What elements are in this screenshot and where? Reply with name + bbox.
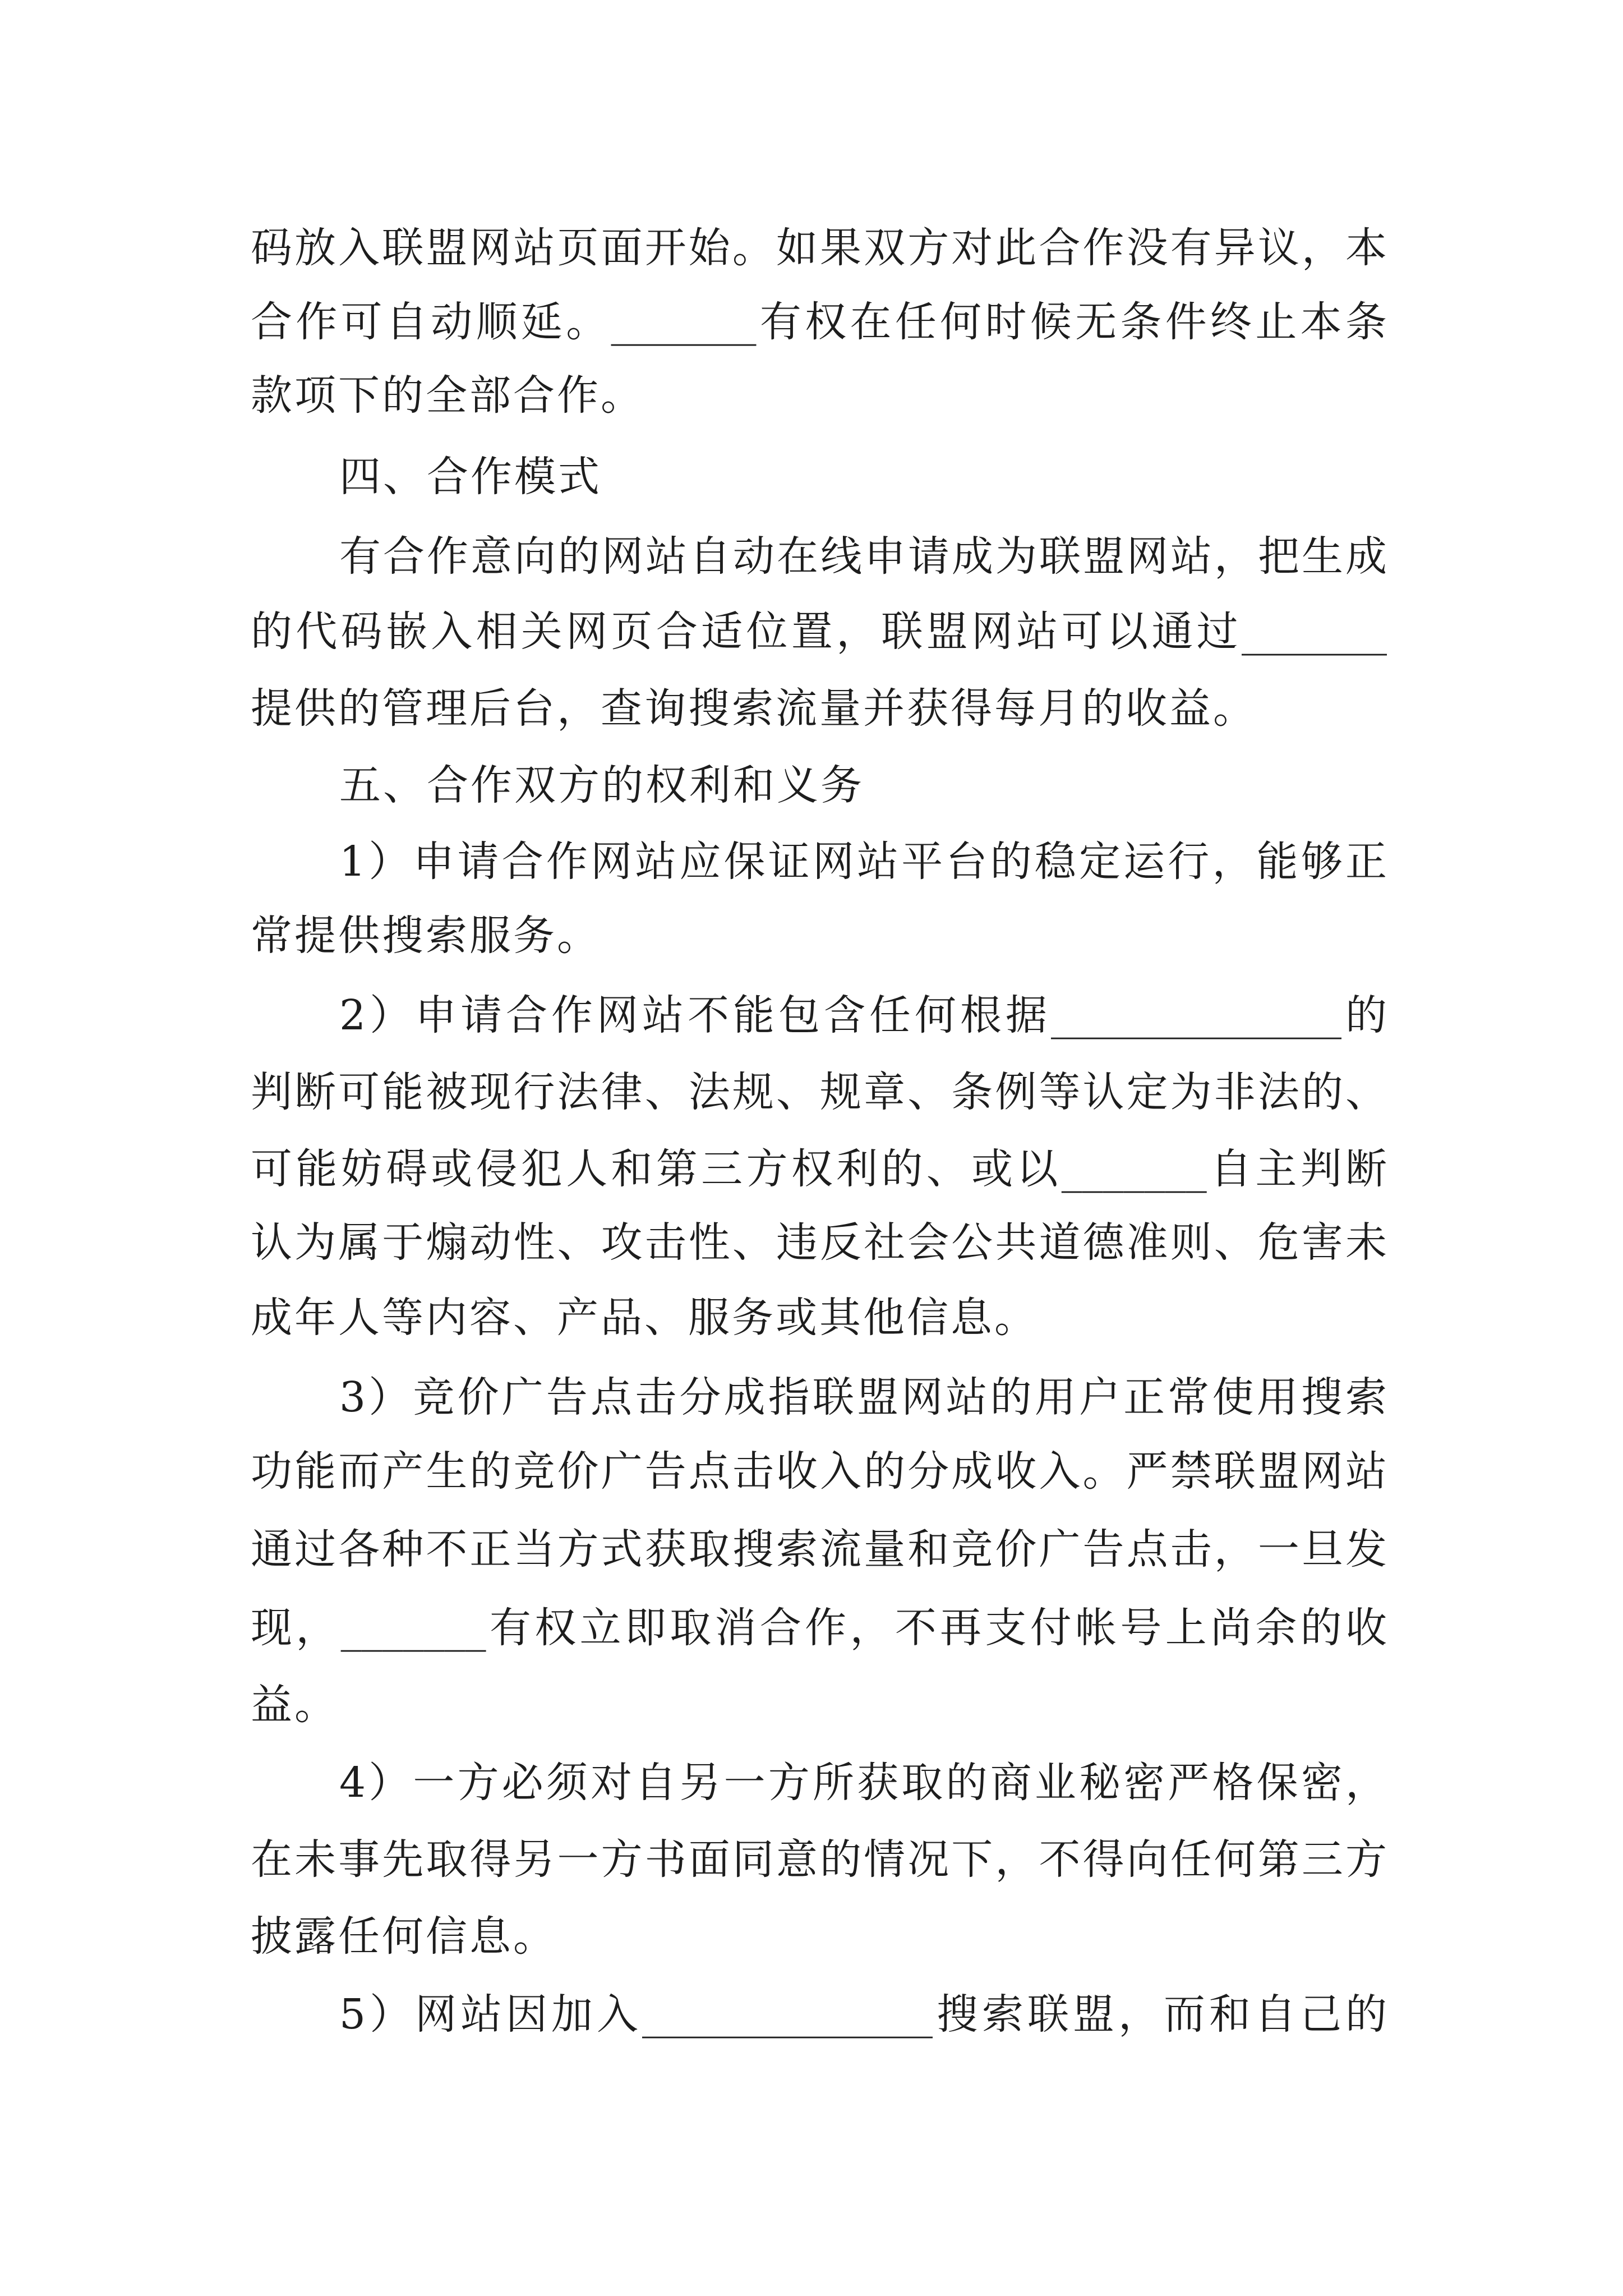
clause-line: 功能而产生的竞价广告点击收入的分成收入。严禁联盟网站 xyxy=(251,1447,1387,1496)
clause-line: 4）一方必须对自另一方所获取的商业秘密严格保密， xyxy=(339,1759,1387,1807)
clause-line: 现，_______有权立即取消合作，不再支付帐号上尚余的收 xyxy=(251,1604,1387,1652)
clause-line: 可能妨碍或侵犯人和第三方权利的、或以_______自主判断 xyxy=(251,1145,1387,1193)
clause-line: 在未事先取得另一方书面同意的情况下，不得向任何第三方 xyxy=(251,1835,1387,1884)
paragraph-line: 码放入联盟网站页面开始。如果双方对此合作没有异议，本 xyxy=(251,224,1387,272)
section-heading-text: 五、合作双方的权利和义务 xyxy=(339,761,864,809)
clause-line: 判断可能被现行法律、法规、规章、条例等认定为非法的、 xyxy=(251,1068,1387,1116)
clause-line: 通过各种不正当方式获取搜索流量和竞价广告点击，一旦发 xyxy=(251,1525,1387,1573)
clause-line: 1）申请合作网站应保证网站平台的稳定运行，能够正 xyxy=(339,838,1387,886)
paragraph-line: 款项下的全部合作。 xyxy=(251,371,644,420)
paragraph-line: 合作可自动顺延。_______有权在任何时候无条件终止本条 xyxy=(251,298,1387,346)
paragraph-line: 有合作意向的网站自动在线申请成为联盟网站，把生成 xyxy=(339,532,1387,581)
paragraph-line: 提供的管理后台，查询搜索流量并获得每月的收益。 xyxy=(251,684,1257,733)
clause-line: 认为属于煽动性、攻击性、违反社会公共道德准则、危害未 xyxy=(251,1218,1387,1267)
clause-line: 5）网站因加入______________搜索联盟，而和自己的 xyxy=(339,1990,1387,2039)
clause-line: 披露任何信息。 xyxy=(251,1912,557,1961)
clause-line: 常提供搜索服务。 xyxy=(251,912,601,960)
clause-line: 2）申请合作网站不能包含任何根据______________的 xyxy=(339,991,1387,1039)
section-heading-text: 四、合作模式 xyxy=(339,453,602,501)
clause-line: 成年人等内容、产品、服务或其他信息。 xyxy=(251,1294,1038,1342)
paragraph-line: 的代码嵌入相关网页合适位置，联盟网站可以通过_______ xyxy=(251,608,1387,656)
clause-line: 益。 xyxy=(251,1681,338,1729)
clause-line: 3）竞价广告点击分成指联盟网站的用户正常使用搜索 xyxy=(339,1373,1387,1421)
